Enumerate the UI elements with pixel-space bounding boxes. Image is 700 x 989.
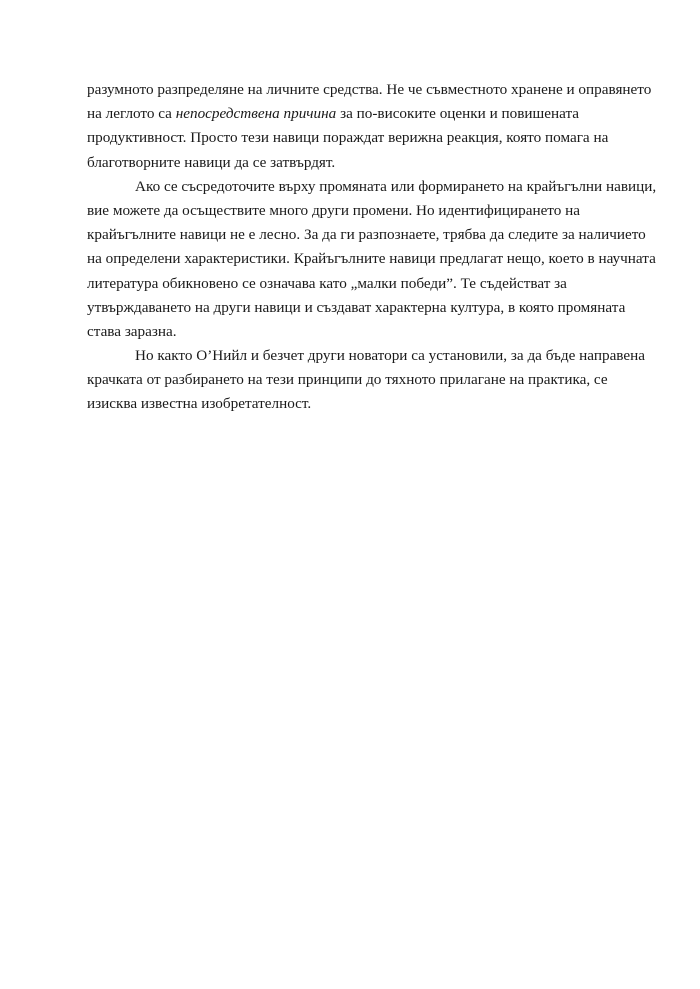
text-run: на леглото са [87,105,176,123]
text-line [87,126,612,150]
text-line [87,199,612,223]
text-run: разумното разпределяне на личните средства. Не че съвместното хранене и оправянето [87,81,652,98]
text-run: Ако се съсредоточите върху промяната или формирането на крайъгълни навици, [135,177,657,195]
text-run: продуктивност. Просто тези навици пораждат верижна реакция, която помага на [87,129,609,147]
text-line [87,320,612,344]
text-run: крачката от разбирането на тези принципи до тяхното прилагане на практика, се [87,371,608,389]
text-run: крайъгълните навици не е лесно. За да ги разпознаете, трябва да следите за наличието [87,226,646,244]
body-text [87,78,657,417]
text-line [87,272,612,296]
text-line [87,102,612,126]
text-line [87,368,612,392]
text-line [87,296,626,320]
text-line [87,392,612,416]
italic-text: непосредствена причина [175,105,337,123]
paragraph [87,344,645,417]
text-run: на определени характеристики. Крайъгълните навици предлагат нещо, което в научната [87,250,656,268]
text-run: литература обикновено се означава като „малки победи”. Те съдействат за [87,274,567,292]
text-run: изисква известна изобретателност. [87,395,312,413]
text-line [87,247,656,271]
text-line [87,151,612,175]
text-run: става заразна. [87,322,177,340]
paragraph [87,78,652,175]
paragraph [87,175,657,344]
text-run: за по-високите оценки и повишената [336,105,580,123]
text-run: благотворните навици да се затвърдят. [87,153,336,171]
text-run: Но както О’Нийл и безчет други новатори са установили, за да бъде направена [135,347,645,365]
text-run: вие можете да осъществите много други промени. Но идентифицирането на [87,201,581,219]
text-line [87,344,645,368]
text-line [87,78,652,102]
text-line [87,223,646,247]
text-run: утвърждаването на други навици и създават характерна култура, в която промяната [87,298,626,316]
text-line [87,175,657,199]
